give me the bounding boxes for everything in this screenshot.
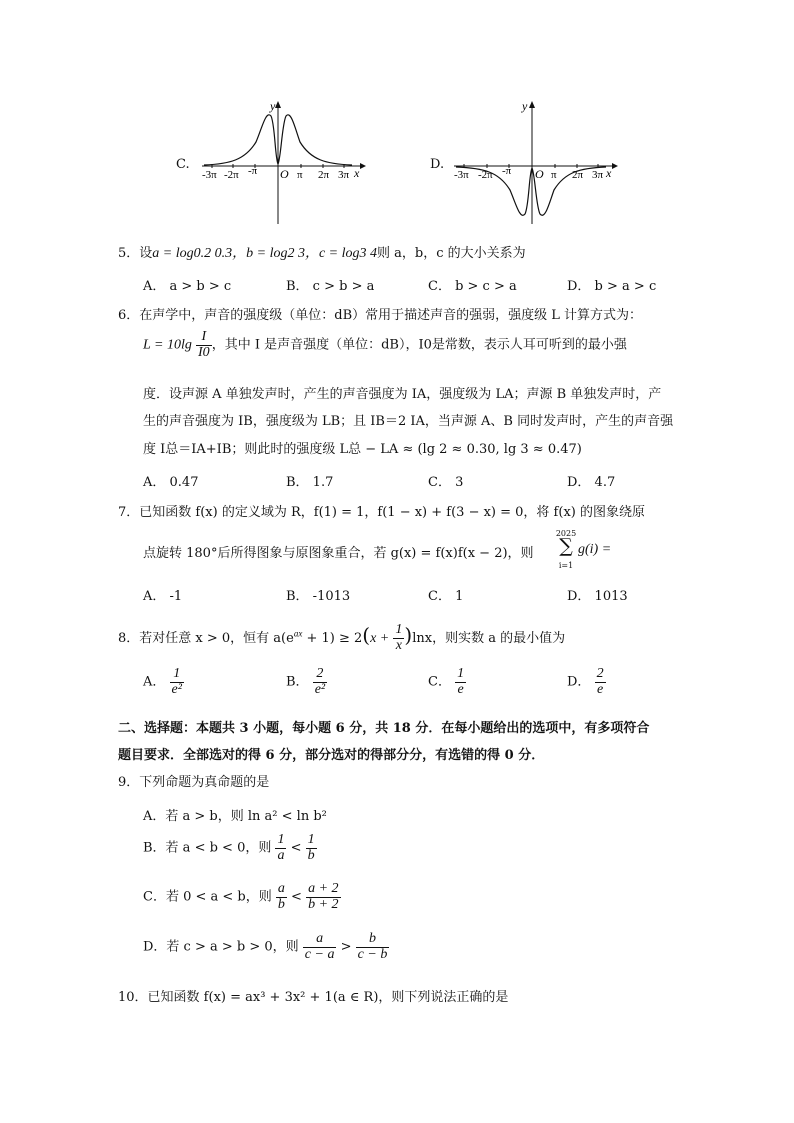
graph-d-tick: π [551, 169, 557, 181]
q8-sup: ax [293, 628, 303, 639]
graph-d-x-label: x [606, 166, 612, 180]
question-7 [118, 501, 645, 520]
q7-line-2: 点旋转 180°后所得图象与原图象重合，若 g(x) = f(x)f(x − 2)，则 [143, 546, 534, 561]
q5-option-b: B． c > b > a [286, 279, 375, 294]
q9-option-c: C．若 0 < a < b，则 $\frac{a}{b}$ < $\frac{a + 2}{b + 2}$ [143, 881, 339, 912]
question-number: 6． [118, 308, 140, 323]
q8-option-c: C． $\frac{1}{e}$ [428, 666, 465, 697]
q7-line-1: 已知函数 f(x) 的定义域为 R，f(1) = 1，f(1 − x) + f(3 − x) = 0，将 f(x) 的图象绕原 [139, 505, 645, 520]
graph-c-tick: -π [248, 165, 258, 177]
q7-option-d: D． 1013 [567, 589, 628, 604]
q6-line-4: 生的声音强度为 IB，强度级为 LB；且 IB＝2 IA，当声源 A、B 同时发声时，产生的声音强 [143, 414, 674, 429]
graph-d-y-label: y [522, 99, 528, 113]
q6-formula-left: L = 10lg [143, 337, 192, 353]
section-2-heading-line-2: 题目要求．全部选对的得 6 分，部分选对的得部分分，有选错的得 0 分． [118, 748, 545, 763]
q8-text-c: lnx，则实数 a 的最小值为 [412, 631, 566, 646]
graph-d-tick: -2π [478, 169, 493, 181]
q7-option-b: B． -1013 [286, 589, 351, 604]
graph-c-tick: -3π [202, 169, 217, 181]
q6-line-1: 在声学中，声音的强度级（单位：dB）常用于描述声音的强弱，强度级 L 计算方式为： [139, 308, 643, 323]
graph-d-tick: -3π [454, 169, 469, 181]
q5-text-a: 设 [139, 246, 153, 261]
graph-c-tick: 2π [318, 169, 330, 181]
q6-line-3: 度．设声源 A 单独发声时，产生的声音强度为 IA，强度级为 LA；声源 B 单独发声时，产 [143, 387, 662, 402]
graph-c-tick: 3π [338, 169, 350, 181]
graph-c-origin: O [280, 167, 289, 181]
question-6 [118, 304, 642, 323]
q8-option-b: B． $\frac{2}{\text{e²}}$ [286, 666, 326, 697]
q6-option-a: A． 0.47 [143, 475, 199, 490]
q8-inner-left: x + [370, 631, 390, 646]
q5-option-d: D． b > a > c [567, 279, 657, 294]
graph-d-origin: O [535, 167, 544, 181]
q6-option-b: B． 1.7 [286, 475, 334, 490]
q9-option-b: B．若 a < b < 0，则 $\frac{1}{a}$ < $\frac{1}{b}$ [143, 832, 315, 863]
q6-option-c: C． 3 [428, 475, 464, 490]
graph-d-tick: 2π [572, 169, 584, 181]
graph-d [452, 98, 622, 226]
q8-option-a: A． $\frac{1}{\text{e²}}$ [143, 666, 182, 697]
sigma-icon: ∑ [559, 535, 573, 557]
graph-c-y-label: y [270, 99, 276, 113]
question-9 [118, 771, 269, 790]
section-2-heading-line-1: 二、选择题：本题共 3 小题，每小题 6 分，共 18 分．在每小题给出的选项中，有多项符合 [118, 721, 650, 736]
q6-formula-line [143, 330, 627, 360]
graph-d-tick: -π [502, 165, 512, 177]
question-10 [118, 986, 508, 1005]
q10-text: 已知函数 f(x) = ax³ + 3x² + 1(a ∈ R)，则下列说法正确的是 [147, 990, 509, 1005]
q9-option-a: A．若 a > b，则 ln a² < ln b² [143, 809, 327, 824]
q9-option-d: D．若 c > a > b > 0，则 $\frac{a}{c - a}$ > $\frac{b}{c - b}$ [143, 931, 388, 962]
graph-c-x-label: x [354, 166, 360, 180]
question-5 [118, 242, 526, 262]
question-8: 8．若对任意 x > 0，恒有 $a(e^{ax} + 1) \ge 2(x$ + $\frac{1}{x}$ )lnx，则实数 a 的最小值为 [118, 622, 566, 653]
q7-sum-expr: g(i) = [578, 542, 612, 557]
question-number: 7． [118, 505, 140, 520]
q8-text-b: + 1) ≥ 2 [302, 631, 363, 646]
q8-text-a: 若对任意 x > 0，恒有 a(e [139, 631, 294, 646]
q5-expr: a = log0.2 0.3，b = log2 3，c = log3 4 [152, 246, 378, 261]
graph-c-label: C. [176, 157, 190, 172]
graph-c-tick: -2π [224, 169, 239, 181]
q7-sum-top: 2025 [555, 529, 577, 538]
q6-fraction: $\frac{I}{I0}$ [198, 329, 210, 360]
question-number: 5． [118, 246, 140, 261]
q6-option-d: D． 4.7 [567, 475, 616, 490]
question-number: 8． [118, 631, 140, 646]
q9-stem: 下列命题为真命题的是 [139, 775, 270, 790]
question-number: 10． [118, 990, 148, 1005]
q5-option-c: C． b > c > a [428, 279, 517, 294]
question-number: 9． [118, 775, 140, 790]
graph-d-label: D. [430, 157, 445, 172]
q7-option-a: A． -1 [143, 589, 183, 604]
q5-text-b: 则 a，b，c 的大小关系为 [377, 246, 526, 261]
q7-option-c: C． 1 [428, 589, 464, 604]
q6-line-2: ，其中 I 是声音强度（单位：dB），I0是常数，表示人耳可听到的最小强 [211, 337, 627, 353]
q6-line-5: 度 I总＝IA+IB；则此时的强度级 L总 − LA ≈ (lg 2 ≈ 0.30, lg 3 ≈ 0.47) [143, 442, 582, 457]
q8-fraction: $\frac{1}{x}$ [395, 622, 403, 653]
q5-option-a: A． a > b > c [143, 279, 232, 294]
q7-sum-bottom: i=1 [558, 561, 574, 570]
graph-d-tick: 3π [592, 169, 604, 181]
graph-c [200, 98, 370, 226]
graph-c-tick: π [297, 169, 303, 181]
q8-option-d: D． $\frac{2}{e}$ [567, 666, 604, 697]
